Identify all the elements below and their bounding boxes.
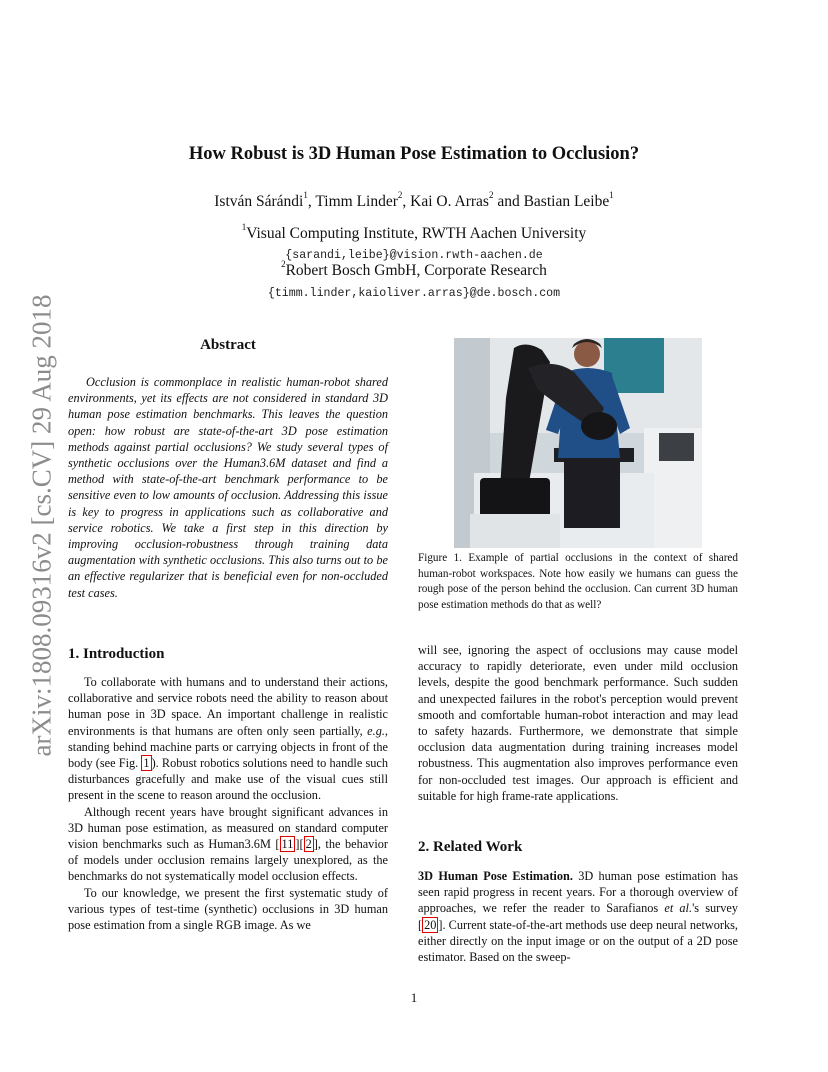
paragraph xyxy=(418,868,738,965)
affiliation xyxy=(0,259,828,280)
paragraph: To our knowledge, we present the first systematic study of various types of test-time (synthetic) occlusions in 3D human pose estimation from a single RGB image. As we xyxy=(68,885,388,933)
author-separator: and xyxy=(493,193,524,210)
text-run: ], the behavior of models under occlusion remains largely unexplored, as the benchmarks do not systematically model occlusion effects. xyxy=(68,837,388,884)
author-name: Kai O. Arras xyxy=(410,193,489,210)
author-affil-mark: 1 xyxy=(303,190,308,200)
figure-photo xyxy=(454,338,702,548)
page-number: 1 xyxy=(410,990,418,1005)
text-run: To collaborate with humans and to understand their actions, collaborative and service robots need the ability to reason about human pose in 3D space. An important challenge in realistic environments is that humans are often only seen partially, xyxy=(68,675,388,738)
affiliation-mark: 2 xyxy=(281,259,286,269)
section-heading-introduction: 1. Introduction xyxy=(68,646,165,662)
affiliation-name: Robert Bosch GmbH, Corporate Research xyxy=(285,262,547,279)
affiliation-email: {sarandi,leibe}@vision.rwth-aachen.de xyxy=(285,249,543,262)
introduction-body xyxy=(68,674,388,933)
arxiv-id: arXiv:1808.09316v2 [cs.CV] 29 Aug 2018 xyxy=(26,294,57,756)
author-affil-mark: 2 xyxy=(488,190,494,200)
introduction-continued xyxy=(418,642,738,804)
text-run: Although recent years have brought significant advances in 3D human pose estimation, as measured on standard computer vision benchmarks such as Human3.6M [ xyxy=(68,804,388,852)
text-run: e.g. xyxy=(367,723,385,738)
run-in-heading: 3D Human Pose Estimation. xyxy=(418,869,573,883)
abstract-heading: Abstract xyxy=(200,337,256,353)
affiliation-email: {timm.linder,kaioliver.arras}@de.bosch.com xyxy=(267,287,561,300)
text-run: ]. Current state-of-the-art methods use deep neural networks, either directly on the input image or on the output of a 2D pose estimator. Based on the sweep- xyxy=(418,917,738,965)
paragraph: will see, ignoring the aspect of occlusions may cause model accuracy to rapidly deteriorate, even under mild occlusion levels, despite the good benchmark performance. Such sudden and unexpected failures in the robot's perception would prevent smooth and comfortable human-robot interaction and may lead to safety hazards. Furthermore, we demonstrate that simple occlusion data augmentation during training increases model robustness. This augmentation also improves performance even for non-occluded test images. Our approach is efficient and suitable for high frame-rate applications. xyxy=(418,643,738,803)
figure-caption: Figure 1. Example of partial occlusions in the context of shared human-robot workspaces. Note how easily we humans can guess the rough pose of the person behind the occlusion. Can current 3D human pose estimation methods do that as well? xyxy=(418,552,738,612)
affiliation xyxy=(0,222,828,243)
text-run: 's survey [ xyxy=(418,901,739,932)
author-name: István Sárándi xyxy=(214,193,304,210)
author-affil-mark: 2 xyxy=(397,190,403,200)
author-separator: , xyxy=(307,193,316,210)
text-run: ). Robust robotics solutions need to handle such disturbances gracefully and make use of the visual cues still present in the scene to reason around the occlusion. xyxy=(68,756,388,803)
author-affil-mark: 1 xyxy=(609,190,614,200)
citation-link[interactable]: 2 xyxy=(305,837,312,852)
text-run: ][ xyxy=(295,837,304,852)
author-separator: , xyxy=(402,193,411,210)
text-run: , standing behind machine parts or carrying objects in front of the body (see Fig. xyxy=(68,723,388,771)
robot-scene-illustration xyxy=(454,338,702,548)
author-name: Timm Linder xyxy=(315,193,398,210)
paragraph xyxy=(68,804,388,885)
citation-link[interactable]: 11 xyxy=(281,837,294,852)
abstract-text: Occlusion is commonplace in realistic human-robot shared environments, yet its effects are not considered in standard 3D human pose estimation benchmarks. This leaves the question open: how robust are state-of-the-art 3D pose estimation methods against partial occlusions? We study several types of synthetic occlusions over the Human3.6M dataset and find a method with state-of-the-art benchmark performance to be sensitive even to low amounts of occlusion. Addressing this issue is key to progress in applications such as collaborative and service robotics. We take a first step in this direction by improving occlusion-robustness through training data augmentation with synthetic occlusions. This also turns out to be an effective regularizer that is beneficial even for non-occluded test cases. xyxy=(68,375,388,600)
paragraph xyxy=(68,674,388,804)
section-heading-related-work: 2. Related Work xyxy=(418,839,523,855)
text-run: et al. xyxy=(664,901,693,916)
text-run: 3D human pose estimation has seen rapid progress in recent years. For a thorough overview of approaches, we refer the reader to Sarafianos xyxy=(418,869,738,916)
related-work-body xyxy=(418,868,738,965)
citation-link[interactable]: 20 xyxy=(424,917,437,932)
paper-title: How Robust is 3D Human Pose Estimation to Occlusion? xyxy=(188,144,640,164)
affiliation-name: Visual Computing Institute, RWTH Aachen University xyxy=(246,225,587,242)
figure-ref-link[interactable]: 1 xyxy=(143,756,150,771)
author-list xyxy=(0,190,828,211)
arxiv-stamp xyxy=(8,290,76,760)
author-name: Bastian Leibe xyxy=(523,193,610,210)
affiliation-mark: 1 xyxy=(241,222,247,232)
